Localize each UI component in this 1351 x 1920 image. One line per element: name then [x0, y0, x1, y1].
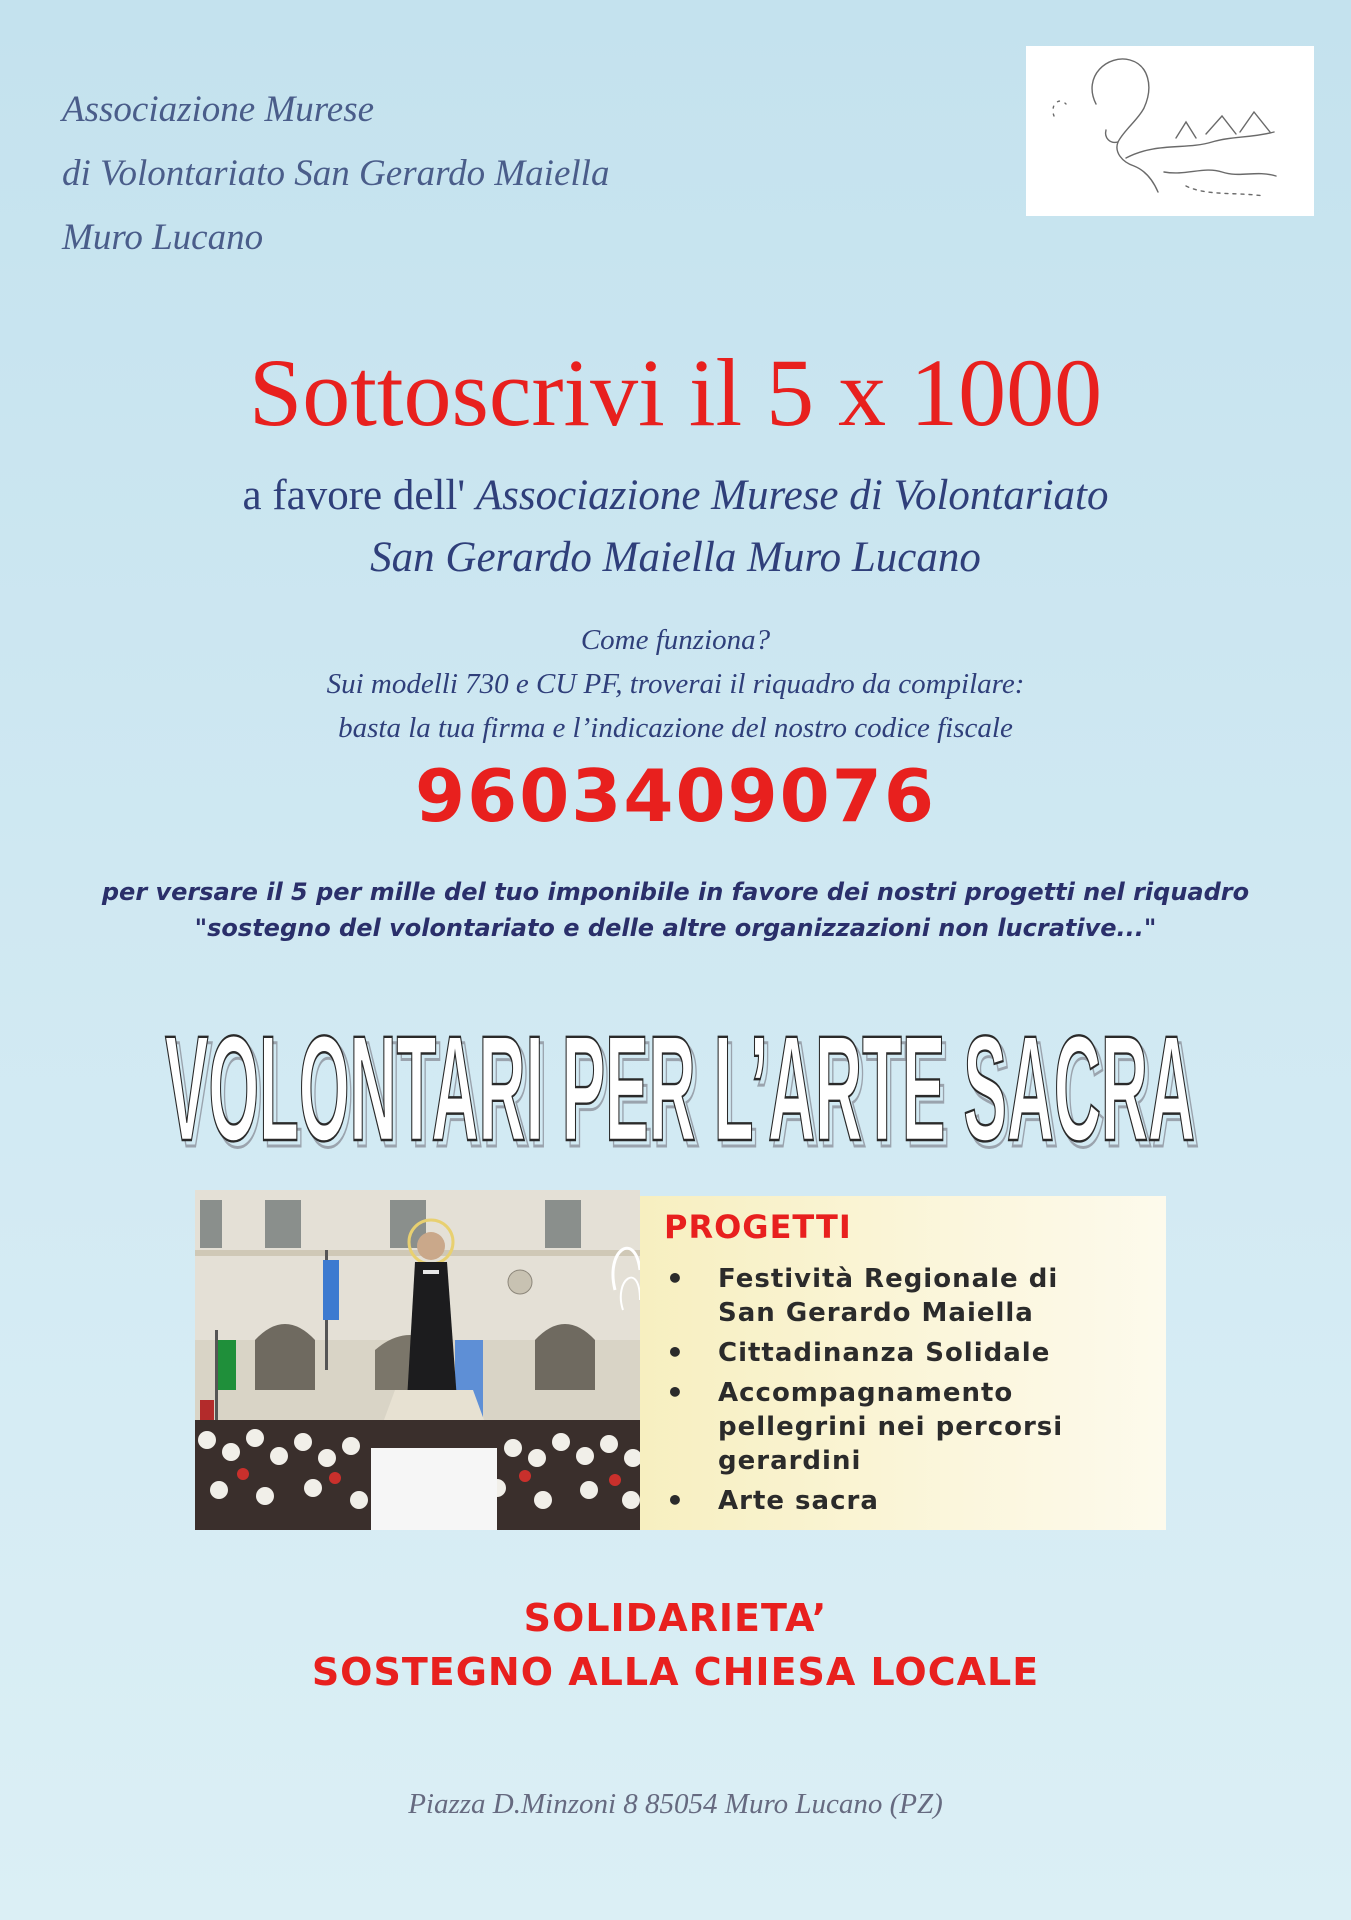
note	[0, 874, 1351, 946]
projects-panel	[640, 1196, 1166, 1530]
closing-line-1: SOLIDARIETA’	[523, 1596, 828, 1640]
banner-wordart	[155, 972, 1205, 1162]
project-item-line-1: • Accompagnamento	[718, 1378, 1014, 1408]
projects-list	[666, 1262, 1166, 1524]
project-item	[666, 1262, 1166, 1330]
project-item	[666, 1484, 1166, 1518]
project-item-line-2: San Gerardo Maiella	[718, 1298, 1034, 1328]
org-line-3: Muro Lucano	[62, 217, 264, 258]
favore-association: Associazione Murese di Volontariato	[475, 472, 1109, 519]
closing-line-2: SOSTEGNO ALLA CHIESA LOCALE	[311, 1650, 1040, 1694]
fiscal-code: 9603409076	[415, 754, 936, 838]
banner	[155, 972, 1205, 1162]
instructions-line-2: basta la tua firma e l’indicazione del nostro codice fiscale	[338, 712, 1013, 744]
favore-line-2: San Gerardo Maiella Muro Lucano	[370, 534, 981, 581]
headline: Sottoscrivi il 5 x 1000	[248, 339, 1103, 446]
project-item-line-1: • Festività Regionale di	[718, 1264, 1059, 1294]
favore-line-1	[0, 470, 1351, 522]
favore-prefix: a favore dell'	[242, 472, 476, 519]
instructions-question: Come funziona?	[580, 624, 771, 656]
project-item-line-1: • Cittadinanza Solidale	[718, 1338, 1051, 1368]
projects-title: PROGETTI	[664, 1208, 852, 1246]
organization-logo	[1026, 46, 1314, 216]
organization-name	[62, 78, 609, 270]
project-item-line-2: pellegrini nei percorsi gerardini	[718, 1412, 1064, 1476]
instructions-line-1: Sui modelli 730 e CU PF, troverai il riquadro da compilare:	[326, 668, 1025, 700]
procession-illustration	[195, 1190, 640, 1530]
logo-sketch	[1026, 46, 1314, 216]
org-line-2: di Volontariato San Gerardo Maiella	[62, 153, 610, 194]
project-item	[666, 1336, 1166, 1370]
banner-text-shadow: VOLONTARI PER L’ARTE SACRA	[169, 1010, 1199, 1162]
instructions	[0, 618, 1351, 750]
banner-text: VOLONTARI PER L’ARTE SACRA	[165, 1004, 1195, 1162]
project-item	[666, 1376, 1166, 1478]
project-item-line-1: • Arte sacra	[718, 1486, 879, 1516]
org-line-1: Associazione Murese	[62, 89, 375, 130]
procession-photo	[195, 1190, 640, 1530]
address: Piazza D.Minzoni 8 85054 Muro Lucano (PZ)	[408, 1788, 943, 1820]
note-line-1: per versare il 5 per mille del tuo imponibile in favore dei nostri progetti nel riquadro	[101, 878, 1250, 906]
note-line-2: "sostegno del volontariato e delle altre organizzazioni non lucrative..."	[194, 914, 1157, 942]
